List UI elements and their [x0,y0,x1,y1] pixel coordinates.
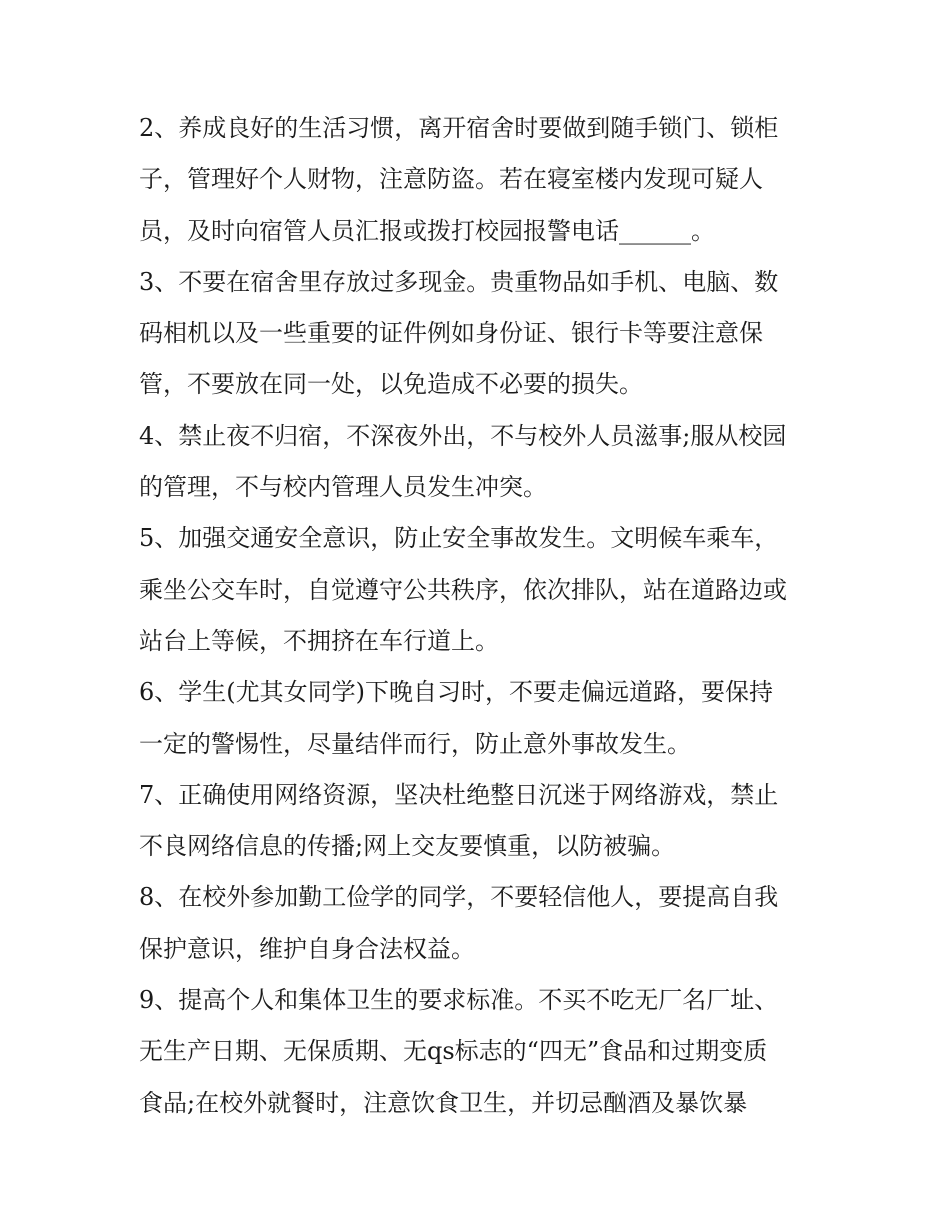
paragraph-item-7 [139,770,819,873]
paragraph-item-8 [139,872,819,975]
text-line: 9、提高个人和集体卫生的要求标准。不买不吃无厂名厂址、 [139,986,779,1015]
document-body [139,103,819,1129]
text-line: 6、学生(尤其女同学)下晚自习时，不要走偏远道路，要保持 [139,678,773,707]
text-line: 站台上等候，不拥挤在车行道上。 [139,626,499,655]
text-line: 4、禁止夜不归宿，不深夜外出，不与校外人员滋事;服从校园 [139,421,787,450]
text-line: 不良网络信息的传播;网上交友要慎重，以防被骗。 [139,832,676,861]
paragraph-item-9 [139,975,819,1129]
text-line: 2、养成良好的生活习惯，离开宿舍时要做到随手锁门、锁柜 [139,114,779,142]
text-line: 无生产日期、无保质期、无qs标志的“四无”食品和过期变质 [139,1037,768,1066]
text-line: 保护意识，维护自身合法权益。 [139,934,475,963]
paragraph-item-2 [139,103,819,257]
text-line: 食品;在校外就餐时，注意饮食卫生，并切忌酗酒及暴饮暴 [139,1088,748,1117]
text-line: 5、加强交通安全意识，防止安全事故发生。文明候车乘车， [139,524,779,553]
text-line: 8、在校外参加勤工俭学的同学，不要轻信他人，要提高自我 [139,883,779,912]
text-line: 码相机以及一些重要的证件例如身份证、银行卡等要注意保 [139,319,763,348]
text-line: 一定的警惕性，尽量结伴而行，防止意外事故发生。 [139,729,691,758]
text-line: 员，及时向宿管人员汇报或拨打校园报警电话______。 [139,216,715,245]
paragraph-item-6 [139,667,819,770]
text-line: 子，管理好个人财物，注意防盗。若在寝室楼内发现可疑人 [139,165,763,194]
text-line: 的管理，不与校内管理人员发生冲突。 [139,473,547,502]
paragraph-item-4 [139,411,819,514]
text-line: 管，不要放在同一处，以免造成不必要的损失。 [139,370,643,399]
text-line: 7、正确使用网络资源，坚决杜绝整日沉迷于网络游戏，禁止 [139,780,779,809]
text-line: 3、不要在宿舍里存放过多现金。贵重物品如手机、电脑、数 [139,267,779,296]
text-line: 乘坐公交车时，自觉遵守公共秩序，依次排队，站在道路边或 [139,575,787,604]
paragraph-item-5 [139,513,819,667]
paragraph-item-3 [139,257,819,411]
